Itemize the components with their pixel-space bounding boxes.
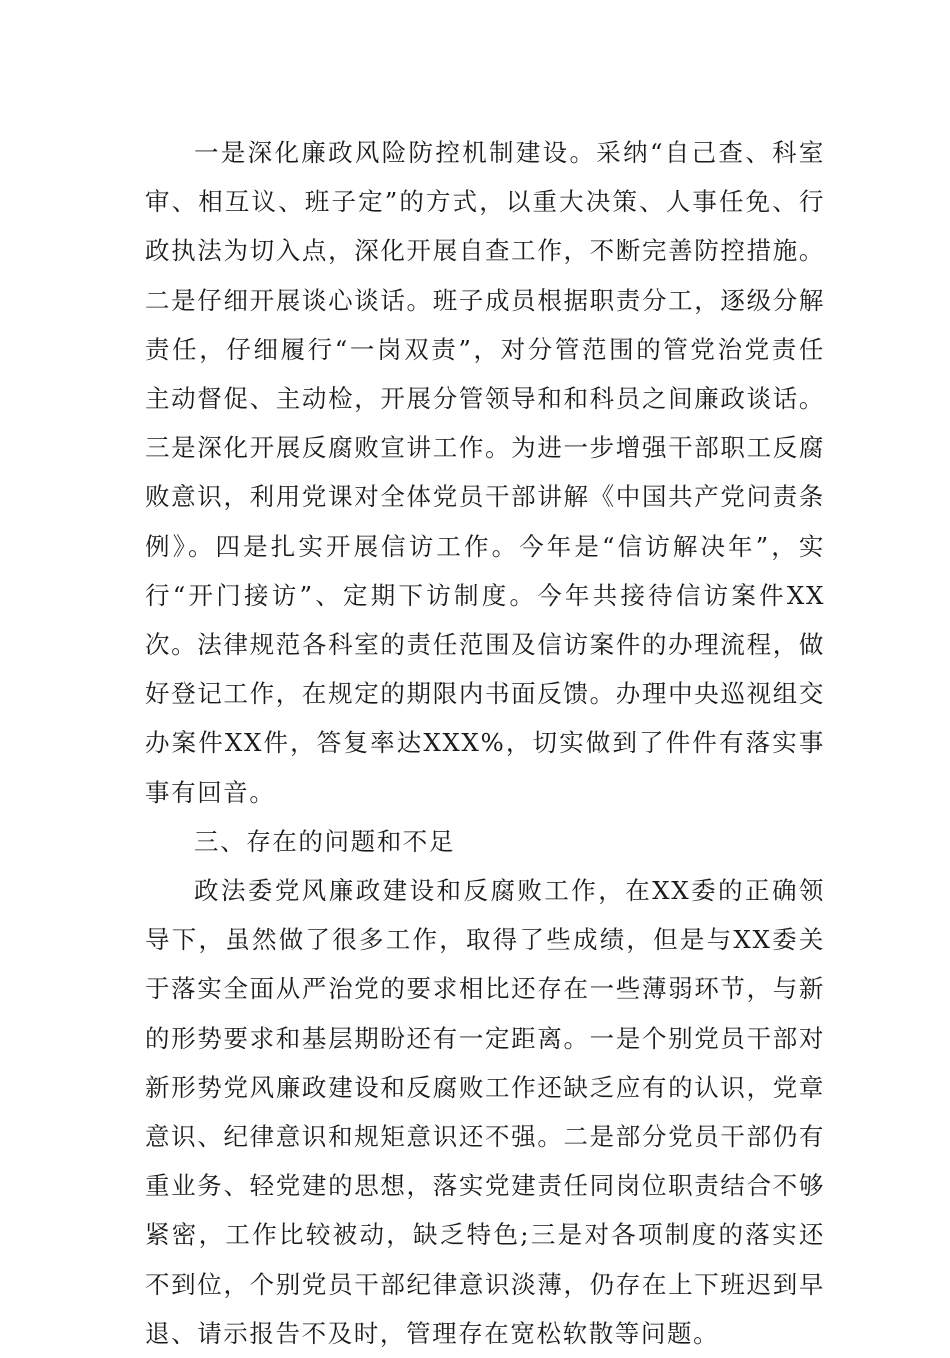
section-heading-problems: 三、存在的问题和不足 <box>194 826 455 856</box>
body-paragraph-measures: 一是深化廉政风险防控机制建设。采纳“自己查、科室审、相互议、班子定”的方式，以重大决策、人事任免、行政执法为切入点，深化开展自查工作，不断完善防控措施。二是仔细开展谈心谈话。班子成员根据职责分工，逐级分解责任，仔细履行“一岗双责”，对分管范围的管党治党责任主动督促、主动检，开展分管领导和和科员之间廉政谈话。三是深化开展反腐败宣讲工作。为进一步增强干部职工反腐败意识，利用党课对全体党员干部讲解《中国共产党问责条例》。四是扎实开展信访工作。今年是“信访解决年”，实行“开门接访”、定期下访制度。今年共接待信访案件XX次。法律规范各科室的责任范围及信访案件的办理流程，做好登记工作，在规定的期限内书面反馈。办理中央巡视组交办案件XX件，答复率达XXX%，切实做到了件件有落实事事有回音。 <box>145 138 825 807</box>
document-body <box>145 128 825 1358</box>
body-paragraph-problems: 政法委党风廉政建设和反腐败工作，在XX委的正确领导下，虽然做了很多工作，取得了些成绩，但是与XX委关于落实全面从严治党的要求相比还存在一些薄弱环节，与新的形势要求和基层期盼还有一定距离。一是个别党员干部对新形势党风廉政建设和反腐败工作还缺乏应有的认识，党章意识、纪律意识和规矩意识还不强。二是部分党员干部仍有重业务、轻党建的思想，落实党建责任同岗位职责结合不够紧密，工作比较被动，缺乏特色;三是对各项制度的落实还不到位，个别党员干部纪律意识淡薄，仍存在上下班迟到早退、请示报告不及时，管理存在宽松软散等问题。 <box>145 876 825 1348</box>
